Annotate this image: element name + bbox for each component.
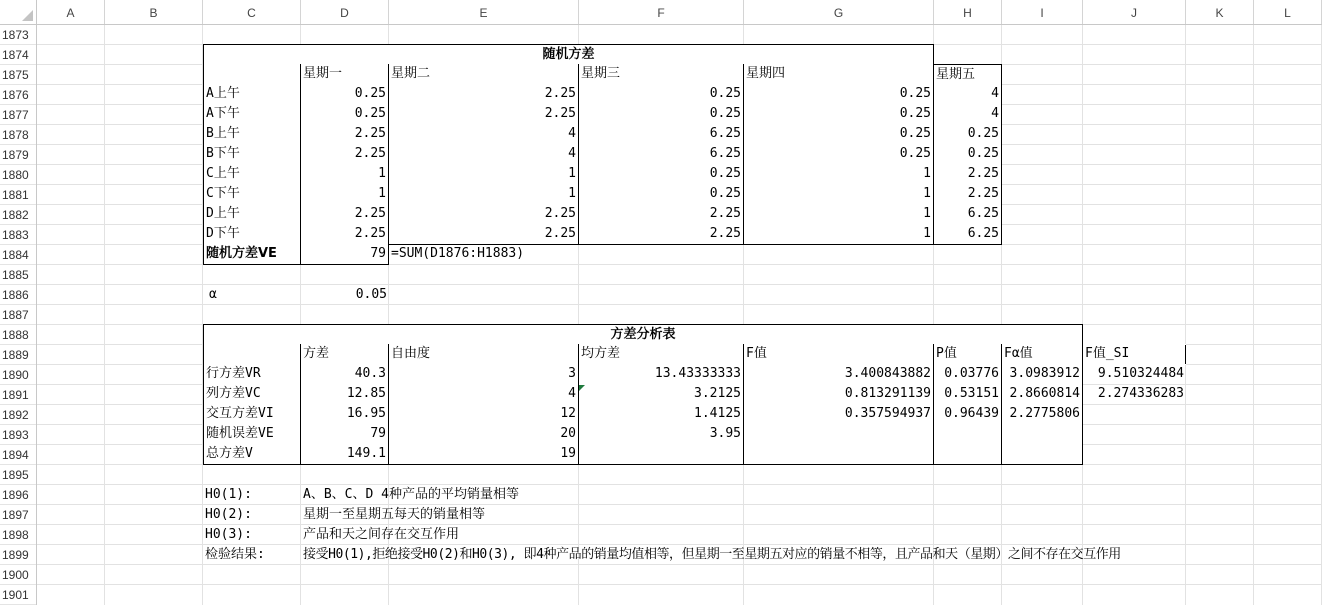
anova-row-label[interactable]: 行方差VR [203,364,301,385]
table1-value-cell[interactable]: 6.25 [579,144,744,165]
anova-header-df[interactable]: 自由度 [389,344,579,365]
row-header[interactable]: 1883 [0,225,36,245]
column-header-d[interactable]: D [301,0,389,24]
row-header[interactable]: 1877 [0,105,36,125]
table1-value-cell[interactable]: 0.25 [744,84,934,105]
row-header[interactable]: 1889 [0,345,36,365]
table1-header-wed[interactable]: 星期三 [579,64,744,85]
table1-value-cell[interactable]: 2.25 [934,164,1002,185]
table1-value-cell[interactable]: 1 [301,184,389,205]
anova-value-cell[interactable]: 13.43333333 [579,364,744,385]
select-all-corner[interactable] [0,0,37,24]
table1-value-cell[interactable]: 0.25 [579,84,744,105]
anova-value-cell[interactable]: 3.400843882 [744,364,934,385]
anova-value-cell[interactable]: 0.03776 [934,364,1002,385]
anova-header-f[interactable]: F值 [744,344,934,365]
table1-value-cell[interactable]: 6.25 [934,204,1002,225]
column-header-f[interactable]: F [579,0,744,24]
anova-value-cell[interactable]: 12 [389,404,579,425]
anova-value-cell[interactable]: 3.2125 [579,384,744,405]
row-header[interactable]: 1900 [0,565,36,585]
table1-value-cell[interactable]: 1 [389,184,579,205]
result-label[interactable]: 检验结果: [205,547,265,562]
row-header[interactable]: 1890 [0,365,36,385]
anova-value-cell[interactable]: 40.3 [301,364,389,385]
row-header[interactable]: 1882 [0,205,36,225]
table1-value-cell[interactable]: 2.25 [389,84,579,105]
table1-value-cell[interactable]: 0.25 [579,184,744,205]
table1-value-cell[interactable]: 2.25 [301,144,389,165]
anova-value-cell[interactable]: 16.95 [301,404,389,425]
table1-title[interactable]: 随机方差 [203,44,934,65]
row-header[interactable]: 1898 [0,525,36,545]
row-header[interactable]: 1880 [0,165,36,185]
anova-value-cell[interactable]: 3.95 [579,424,744,445]
table1-value-cell[interactable]: 0.25 [301,84,389,105]
anova-value-cell[interactable]: 2.2775806 [1002,404,1083,425]
anova-row-label[interactable]: 随机误差VE [203,424,301,445]
row-header[interactable]: 1888 [0,325,36,345]
anova-corner-cell[interactable] [203,344,301,365]
table1-row-label[interactable]: B下午 [203,144,301,165]
worksheet-grid[interactable] [37,25,1322,605]
column-header-c[interactable]: C [203,0,301,24]
table1-header-thu[interactable]: 星期四 [744,64,934,85]
anova-value-cell[interactable]: 4 [389,384,579,405]
row-header[interactable]: 1876 [0,85,36,105]
error-indicator-icon[interactable] [579,385,585,391]
row-header[interactable]: 1891 [0,385,36,405]
table1-value-cell[interactable]: 0.25 [744,124,934,145]
anova-value-cell[interactable]: 19 [389,444,579,465]
table1-value-cell[interactable]: 0.25 [934,144,1002,165]
table1-value-cell[interactable]: 4 [934,84,1002,105]
table1-header-tue[interactable]: 星期二 [389,64,579,85]
ve-formula[interactable]: =SUM(D1876:H1883) [391,246,525,261]
table1-value-cell[interactable]: 4 [389,124,579,145]
table1-value-cell[interactable]: 1 [301,164,389,185]
column-header-g[interactable]: G [744,0,934,24]
row-header[interactable]: 1881 [0,185,36,205]
table1-row-label[interactable]: B上午 [203,124,301,145]
h03-text[interactable]: 产品和天之间存在交互作用 [303,527,460,542]
row-header[interactable]: 1895 [0,465,36,485]
table1-value-cell[interactable]: 1 [744,164,934,185]
table1-value-cell[interactable]: 4 [934,104,1002,125]
anova-value-cell[interactable]: 0.813291139 [744,384,934,405]
table1-header-mon[interactable]: 星期一 [301,64,389,85]
anova-value-cell[interactable]: 20 [389,424,579,445]
row-header[interactable]: 1896 [0,485,36,505]
table1-row-label[interactable]: A上午 [203,84,301,105]
row-header[interactable]: 1901 [0,585,36,605]
table1-value-cell[interactable]: 2.25 [579,204,744,225]
anova-row-label[interactable]: 交互方差VI [203,404,301,425]
row-header[interactable]: 1893 [0,425,36,445]
table1-value-cell[interactable]: 2.25 [934,184,1002,205]
table1-value-cell[interactable]: 1 [744,224,934,245]
anova-value-cell[interactable]: 12.85 [301,384,389,405]
anova-value-cell[interactable] [1002,444,1083,465]
anova-header-ms[interactable]: 均方差 [579,344,744,365]
column-header-k[interactable]: K [1186,0,1254,24]
row-header[interactable]: 1878 [0,125,36,145]
ve-label[interactable]: 随机方差VE [203,244,301,265]
column-header-h[interactable]: H [934,0,1002,24]
column-header-bar [0,0,1322,25]
anova-value-cell[interactable]: 79 [301,424,389,445]
anova-header-f-si[interactable]: F值_SI [1083,344,1186,365]
anova-row-label[interactable]: 列方差VC [203,384,301,405]
row-header[interactable]: 1892 [0,405,36,425]
anova-value-cell[interactable] [1002,424,1083,445]
anova-value-cell[interactable] [579,444,744,465]
table1-value-cell[interactable]: 0.25 [744,144,934,165]
anova-value-cell[interactable] [934,444,1002,465]
h03-label[interactable]: H0(3): [205,527,252,542]
row-header[interactable]: 1874 [0,45,36,65]
row-header[interactable]: 1899 [0,545,36,565]
table1-value-cell[interactable]: 2.25 [579,224,744,245]
anova-value-cell[interactable]: 3 [389,364,579,385]
table1-value-cell[interactable]: 0.25 [579,104,744,125]
anova-value-cell[interactable]: 1.4125 [579,404,744,425]
alpha-label[interactable]: α [209,287,217,302]
anova-value-cell[interactable]: 2.8660814 [1002,384,1083,405]
cell-edge-marker [1185,345,1186,364]
h02-text[interactable]: 星期一至星期五每天的销量相等 [303,507,486,522]
anova-value-cell[interactable] [934,424,1002,445]
row-header[interactable]: 1873 [0,25,36,45]
table1-value-cell[interactable]: 6.25 [579,124,744,145]
row-header-bar [0,25,37,605]
anova-value-cell[interactable]: 0.96439 [934,404,1002,425]
table1-value-cell[interactable]: 0.25 [579,164,744,185]
table1-corner-cell[interactable] [203,64,301,85]
column-header-a[interactable]: A [37,0,105,24]
anova-title[interactable]: 方差分析表 [203,324,1083,345]
table1-row-label[interactable]: D上午 [203,204,301,225]
table1-value-cell[interactable]: 1 [389,164,579,185]
column-header-i[interactable]: I [1002,0,1083,24]
anova-row-label[interactable]: 总方差V [203,444,301,465]
column-header-j[interactable]: J [1083,0,1186,24]
table1-value-cell[interactable]: 0.25 [301,104,389,125]
anova-header-p[interactable]: P值 [934,344,1002,365]
row-header[interactable]: 1879 [0,145,36,165]
table1-row-label[interactable]: D下午 [203,224,301,245]
table1-header-fri[interactable]: 星期五 [934,64,1002,85]
anova-value-cell[interactable] [744,444,934,465]
table1-value-cell[interactable]: 1 [744,184,934,205]
table1-value-cell[interactable]: 2.25 [389,224,579,245]
row-header[interactable]: 1884 [0,245,36,265]
column-header-b[interactable]: B [105,0,203,24]
anova-value-cell[interactable]: 0.357594937 [744,404,934,425]
anova-value-cell[interactable]: 3.0983912 [1002,364,1083,385]
anova-header-f-alpha[interactable]: Fα值 [1002,344,1083,365]
anova-value-cell[interactable] [744,424,934,445]
anova-value-cell[interactable]: 0.53151 [934,384,1002,405]
row-header[interactable]: 1897 [0,505,36,525]
table1-value-cell[interactable]: 6.25 [934,224,1002,245]
table1-row-label[interactable]: A下午 [203,104,301,125]
result-text[interactable]: 接受H0(1),拒绝接受H0(2)和H0(3), 即4种产品的销量均值相等，但星期一至星期五对应的销量不相等，且产品和天（星期）之间不存在交互作用 [303,547,1121,562]
table1-value-cell[interactable]: 2.25 [301,224,389,245]
anova-f-si-cell[interactable]: 9.510324484 [1097,366,1184,381]
table1-value-cell[interactable]: 4 [389,144,579,165]
row-header[interactable]: 1875 [0,65,36,85]
ve-value[interactable]: 79 [301,244,389,265]
anova-value-cell[interactable]: 149.1 [301,444,389,465]
anova-header-variance[interactable]: 方差 [301,344,389,365]
h01-text[interactable]: A、B、C、D 4种产品的平均销量相等 [303,487,519,502]
alpha-value[interactable]: 0.05 [355,287,387,302]
table1-value-cell[interactable]: 2.25 [301,204,389,225]
row-header[interactable]: 1886 [0,285,36,305]
column-header-e[interactable]: E [389,0,579,24]
table1-row-label[interactable]: C上午 [203,164,301,185]
table1-value-cell[interactable]: 0.25 [744,104,934,125]
column-header-l[interactable]: L [1254,0,1322,24]
table1-value-cell[interactable]: 1 [744,204,934,225]
table1-row-label[interactable]: C下午 [203,184,301,205]
row-header[interactable]: 1887 [0,305,36,325]
row-header[interactable]: 1894 [0,445,36,465]
anova-f-si-cell[interactable]: 2.274336283 [1097,386,1184,401]
table1-value-cell[interactable]: 2.25 [301,124,389,145]
row-header[interactable]: 1885 [0,265,36,285]
h01-label[interactable]: H0(1): [205,487,252,502]
table1-value-cell[interactable]: 2.25 [389,104,579,125]
table1-value-cell[interactable]: 0.25 [934,124,1002,145]
table1-value-cell[interactable]: 2.25 [389,204,579,225]
h02-label[interactable]: H0(2): [205,507,252,522]
